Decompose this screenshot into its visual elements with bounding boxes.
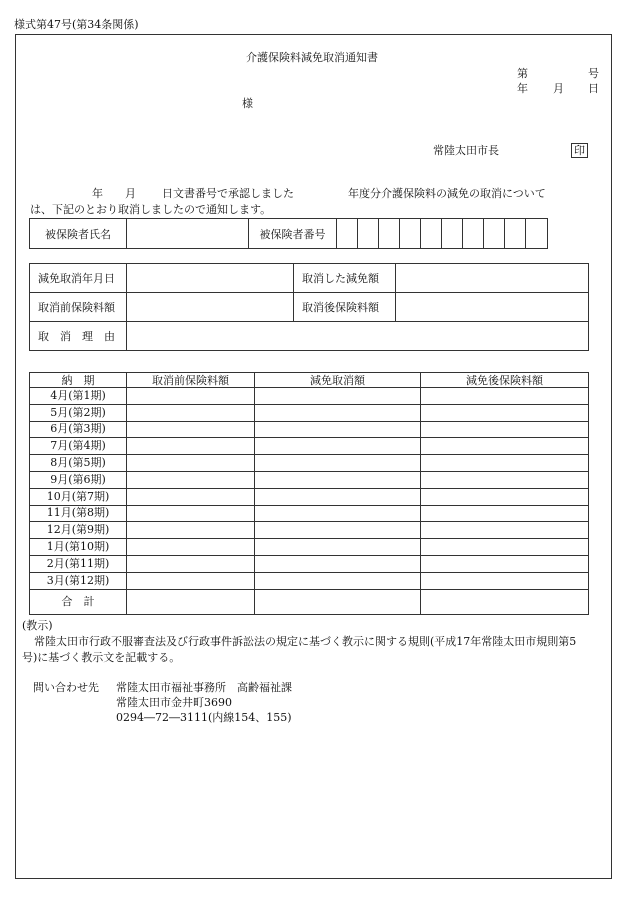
table-row [30,505,589,522]
amount-cancelled-label: 取消した減免額 [294,264,396,293]
insured-name-field[interactable] [127,219,249,249]
premium-after-label: 取消後保険料額 [294,293,396,322]
contact-phone: 0294―72―3111(内線154、155) [116,711,292,724]
premium-before-cell[interactable] [127,488,255,505]
total-label: 合 計 [30,589,127,614]
cancelled-amount-cell[interactable] [255,404,421,421]
instruction-heading: (教示) [22,619,53,632]
insured-number-digit[interactable] [505,219,526,249]
premium-after-cell[interactable] [421,455,589,472]
premium-after-field[interactable] [396,293,589,322]
table-row [30,539,589,556]
insured-number-digit[interactable] [400,219,421,249]
cancel-table [29,263,589,351]
premium-after-cell[interactable] [421,388,589,405]
premium-before-cell[interactable] [127,438,255,455]
premium-before-cell[interactable] [127,471,255,488]
table-row [30,522,589,539]
body-year: 年 [92,187,103,200]
period-label: 11月(第8期) [30,505,127,522]
premium-before-cell[interactable] [127,555,255,572]
total-before-cell[interactable] [127,589,255,614]
period-label: 7月(第4期) [30,438,127,455]
date-year: 年 [517,82,528,95]
insured-number-digit[interactable] [526,219,548,249]
amount-cancelled-field[interactable] [396,264,589,293]
premium-before-cell[interactable] [127,404,255,421]
form-number: 様式第47号(第34条関係) [14,18,139,31]
table-row [30,388,589,405]
cancelled-amount-cell[interactable] [255,438,421,455]
cancel-reason-field[interactable] [127,322,589,351]
premium-before-cell[interactable] [127,505,255,522]
premium-after-cell[interactable] [421,572,589,589]
premium-after-cell[interactable] [421,421,589,438]
premium-before-cell[interactable] [127,421,255,438]
premium-before-field[interactable] [127,293,294,322]
cancel-date-field[interactable] [127,264,294,293]
cancelled-amount-cell[interactable] [255,388,421,405]
insured-number-digit[interactable] [463,219,484,249]
table-row [30,421,589,438]
cancel-date-label: 減免取消年月日 [30,264,127,293]
period-label: 4月(第1期) [30,388,127,405]
doc-no-go: 号 [588,67,599,80]
table-row [30,488,589,505]
premium-before-cell[interactable] [127,539,255,556]
body-approval: 日文書番号で承認しました [162,187,294,200]
cancelled-amount-cell[interactable] [255,471,421,488]
premium-after-cell[interactable] [421,488,589,505]
cancelled-amount-cell[interactable] [255,455,421,472]
body-line2: は、下記のとおり取消しましたので通知します。 [30,203,272,216]
insured-number-digit[interactable] [358,219,379,249]
premium-after-cell[interactable] [421,522,589,539]
insured-number-digit[interactable] [484,219,505,249]
period-label: 2月(第11期) [30,555,127,572]
instruction-line2: 号)に基づく教示文を記載する。 [22,651,181,664]
premium-after-cell[interactable] [421,438,589,455]
header-after: 減免後保険料額 [421,373,589,388]
period-label: 6月(第3期) [30,421,127,438]
period-label: 8月(第5期) [30,455,127,472]
cancelled-amount-cell[interactable] [255,488,421,505]
insured-name-label: 被保険者氏名 [30,219,127,249]
body-month: 月 [125,187,136,200]
premium-after-cell[interactable] [421,555,589,572]
period-label: 9月(第6期) [30,471,127,488]
insured-number-label: 被保険者番号 [249,219,337,249]
period-label: 3月(第12期) [30,572,127,589]
total-cancelled-cell[interactable] [255,589,421,614]
cancel-reason-label: 取 消 理 由 [30,322,127,351]
doc-no-dai: 第 [517,67,528,80]
period-label: 5月(第2期) [30,404,127,421]
table-row [30,471,589,488]
premium-after-cell[interactable] [421,404,589,421]
insured-number-digit[interactable] [379,219,400,249]
premium-before-cell[interactable] [127,388,255,405]
table-row [30,555,589,572]
document-title: 介護保険料減免取消通知書 [246,51,378,64]
schedule-table [29,372,589,615]
cancelled-amount-cell[interactable] [255,572,421,589]
cancelled-amount-cell[interactable] [255,555,421,572]
issuer: 常陸太田市長 [433,144,499,157]
premium-before-cell[interactable] [127,572,255,589]
header-cancelled: 減免取消額 [255,373,421,388]
total-after-cell[interactable] [421,589,589,614]
instruction-line1: 常陸太田市行政不服審査法及び行政事件訴訟法の規定に基づく教示に関する規則(平成17年常陸太田市規則第5 [34,635,577,648]
contact-office: 常陸太田市福祉事務所 高齢福祉課 [116,681,292,694]
period-label: 12月(第9期) [30,522,127,539]
insured-number-digit[interactable] [337,219,358,249]
total-row [30,589,589,614]
table-row [30,455,589,472]
premium-before-label: 取消前保険料額 [30,293,127,322]
table-row [30,572,589,589]
premium-after-cell[interactable] [421,505,589,522]
insured-number-digit[interactable] [442,219,463,249]
table-row [30,438,589,455]
insured-number-digit[interactable] [421,219,442,249]
premium-after-cell[interactable] [421,539,589,556]
date-day: 日 [588,82,599,95]
seal-mark: 印 [571,143,588,158]
header-before: 取消前保険料額 [127,373,255,388]
contact-address: 常陸太田市金井町3690 [116,696,232,709]
body-fiscal: 年度分介護保険料の減免の取消について [348,187,546,200]
date-month: 月 [553,82,564,95]
cancelled-amount-cell[interactable] [255,505,421,522]
table-row [30,404,589,421]
contact-label: 問い合わせ先 [33,681,99,694]
addressee-suffix: 様 [242,97,253,110]
cancelled-amount-cell[interactable] [255,539,421,556]
premium-after-cell[interactable] [421,471,589,488]
premium-before-cell[interactable] [127,455,255,472]
insured-table [29,218,548,249]
header-period: 納 期 [30,373,127,388]
cancelled-amount-cell[interactable] [255,421,421,438]
cancelled-amount-cell[interactable] [255,522,421,539]
period-label: 1月(第10期) [30,539,127,556]
period-label: 10月(第7期) [30,488,127,505]
premium-before-cell[interactable] [127,522,255,539]
